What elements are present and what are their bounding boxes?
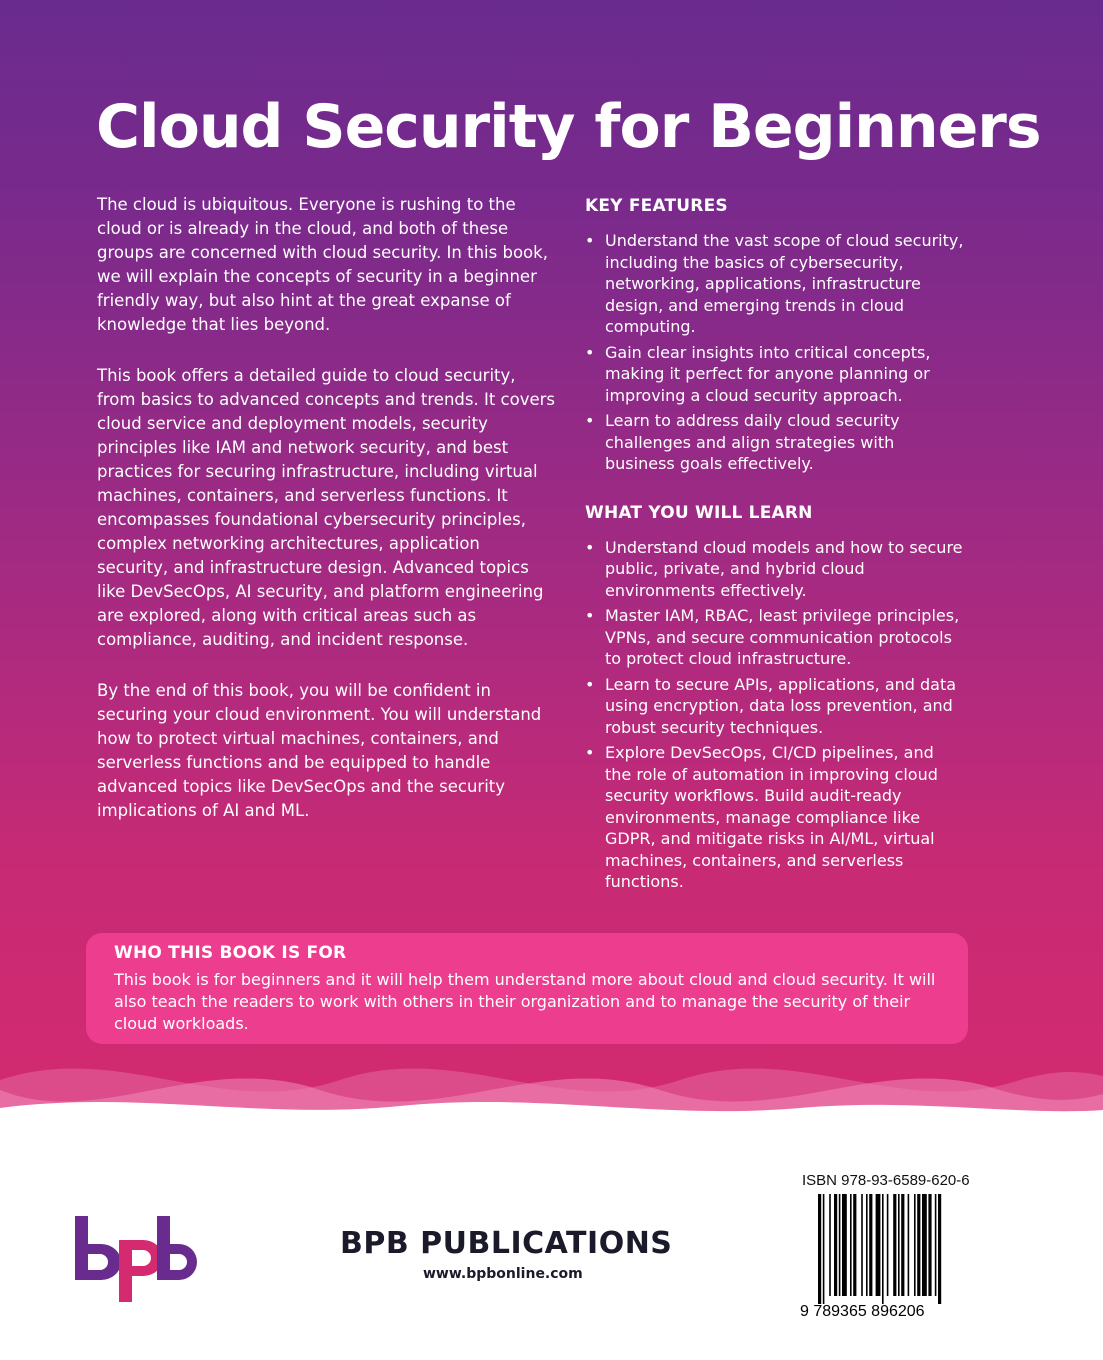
list-item-text: Master IAM, RBAC, least privilege principles, VPNs, and secure communication protocols to protect cloud infrastructure.	[605, 606, 960, 668]
list-item-text: Learn to secure APIs, applications, and data using encryption, data loss prevention, and robust security techniques.	[605, 674, 957, 737]
who-heading: WHO THIS BOOK IS FOR	[114, 943, 347, 963]
wave-decoration	[0, 1020, 1103, 1180]
barcode-bar	[893, 1194, 896, 1296]
list-item	[585, 605, 965, 670]
list-item	[585, 674, 965, 739]
publisher-name: BPB PUBLICATIONS	[340, 1226, 673, 1261]
learn-list	[585, 537, 965, 893]
bullet-icon: •	[585, 743, 595, 762]
barcode-bar	[839, 1194, 841, 1296]
bullet-icon: •	[585, 606, 595, 625]
barcode-bar	[850, 1194, 852, 1296]
who-text: This book is for beginners and it will help them understand more about cloud and cloud security. It will also teach the readers to work with others in their organization and to manage the security of their cloud workloads.	[114, 970, 936, 1033]
book-title: Cloud Security for Beginners	[96, 92, 1041, 162]
intro-paragraph: The cloud is ubiquitous. Everyone is rushing to the cloud or is already in the cloud, and both of these groups are concerned with cloud security. In this book, we will explain the concepts of security in a beginner friendly way, but also hint at the great expanse of knowledge that lies beyond.	[97, 195, 548, 334]
barcode-digits: 9 789365 896206	[800, 1303, 925, 1320]
barcode-bar	[869, 1194, 872, 1296]
bullet-icon: •	[585, 231, 595, 250]
barcode-bar	[908, 1194, 910, 1296]
list-item	[585, 537, 965, 602]
barcode-bar	[861, 1194, 863, 1296]
barcode-bar	[898, 1194, 900, 1296]
key-features-list	[585, 230, 965, 475]
list-item-text: Understand the vast scope of cloud security, including the basics of cybersecurity, networking, applications, infrastructure design, and emerging trends in cloud computing.	[605, 231, 964, 336]
barcode-bar	[938, 1194, 941, 1304]
barcode-bar	[928, 1194, 931, 1296]
list-item-text: Gain clear insights into critical concepts, making it perfect for anyone planning or improving a cloud security approach.	[605, 342, 931, 405]
barcode-bar	[866, 1194, 868, 1296]
bullet-icon: •	[585, 342, 595, 362]
barcode-bar	[853, 1194, 856, 1296]
barcode-bar	[818, 1194, 821, 1304]
isbn-label: ISBN 978-93-6589-620-6	[802, 1172, 970, 1189]
features-column	[585, 196, 965, 921]
list-item	[585, 230, 965, 338]
intro-paragraph: This book offers a detailed guide to cloud security, from basics to advanced concepts and trends. It covers cloud service and deployment models, security principles like IAM and network security, and best practices for securing infrastructure, including virtual machines, containers, and serverless functions. It encompasses foundational cybersecurity principles, complex networking architectures, application security, and infrastructure design. Advanced topics like DevSecOps, AI security, and platform engineering are explored, along with critical areas such as compliance, auditing, and incident response.	[97, 366, 556, 649]
bullet-icon: •	[585, 674, 595, 694]
list-item	[585, 342, 965, 407]
list-item-text: Learn to address daily cloud security challenges and align strategies with business goals effectively.	[605, 411, 900, 473]
bullet-icon: •	[585, 411, 595, 430]
barcode-bar	[882, 1194, 884, 1304]
barcode-bar	[823, 1194, 825, 1304]
who-this-book-is-for-box	[86, 933, 968, 1044]
description-column	[97, 193, 555, 850]
list-item-text: Understand cloud models and how to secure public, private, and hybrid cloud environments effectively.	[605, 537, 963, 600]
barcode-bar	[901, 1194, 904, 1296]
barcode-bar	[914, 1194, 916, 1296]
bpb-logo-icon	[75, 1214, 197, 1302]
barcode	[800, 1192, 980, 1320]
barcode-bar	[917, 1194, 920, 1296]
barcode-bar	[842, 1194, 847, 1296]
list-item-text: Explore DevSecOps, CI/CD pipelines, and the role of automation in improving cloud security workflows. Build audit-ready environments, manage compliance like GDPR, and mitigate risks in AI/ML, virtual machines, containers, and serverless functions.	[605, 743, 938, 891]
barcode-bar	[876, 1194, 881, 1296]
barcode-bar	[935, 1194, 937, 1296]
barcode-bar	[829, 1194, 831, 1296]
publisher-url: www.bpbonline.com	[423, 1266, 583, 1282]
key-features-heading: KEY FEATURES	[585, 196, 728, 216]
barcode-bar	[887, 1194, 889, 1296]
list-item	[585, 410, 965, 475]
barcode-bar	[834, 1194, 837, 1296]
intro-paragraph: By the end of this book, you will be confident in securing your cloud environment. You will understand how to protect virtual machines, containers, and serverless functions and be equipped to handle advanced topics like DevSecOps and the security implications of AI and ML.	[97, 681, 542, 820]
what-you-will-learn-heading: WHAT YOU WILL LEARN	[585, 502, 813, 523]
list-item	[585, 742, 965, 893]
bullet-icon: •	[585, 537, 595, 557]
barcode-bar	[922, 1194, 927, 1296]
